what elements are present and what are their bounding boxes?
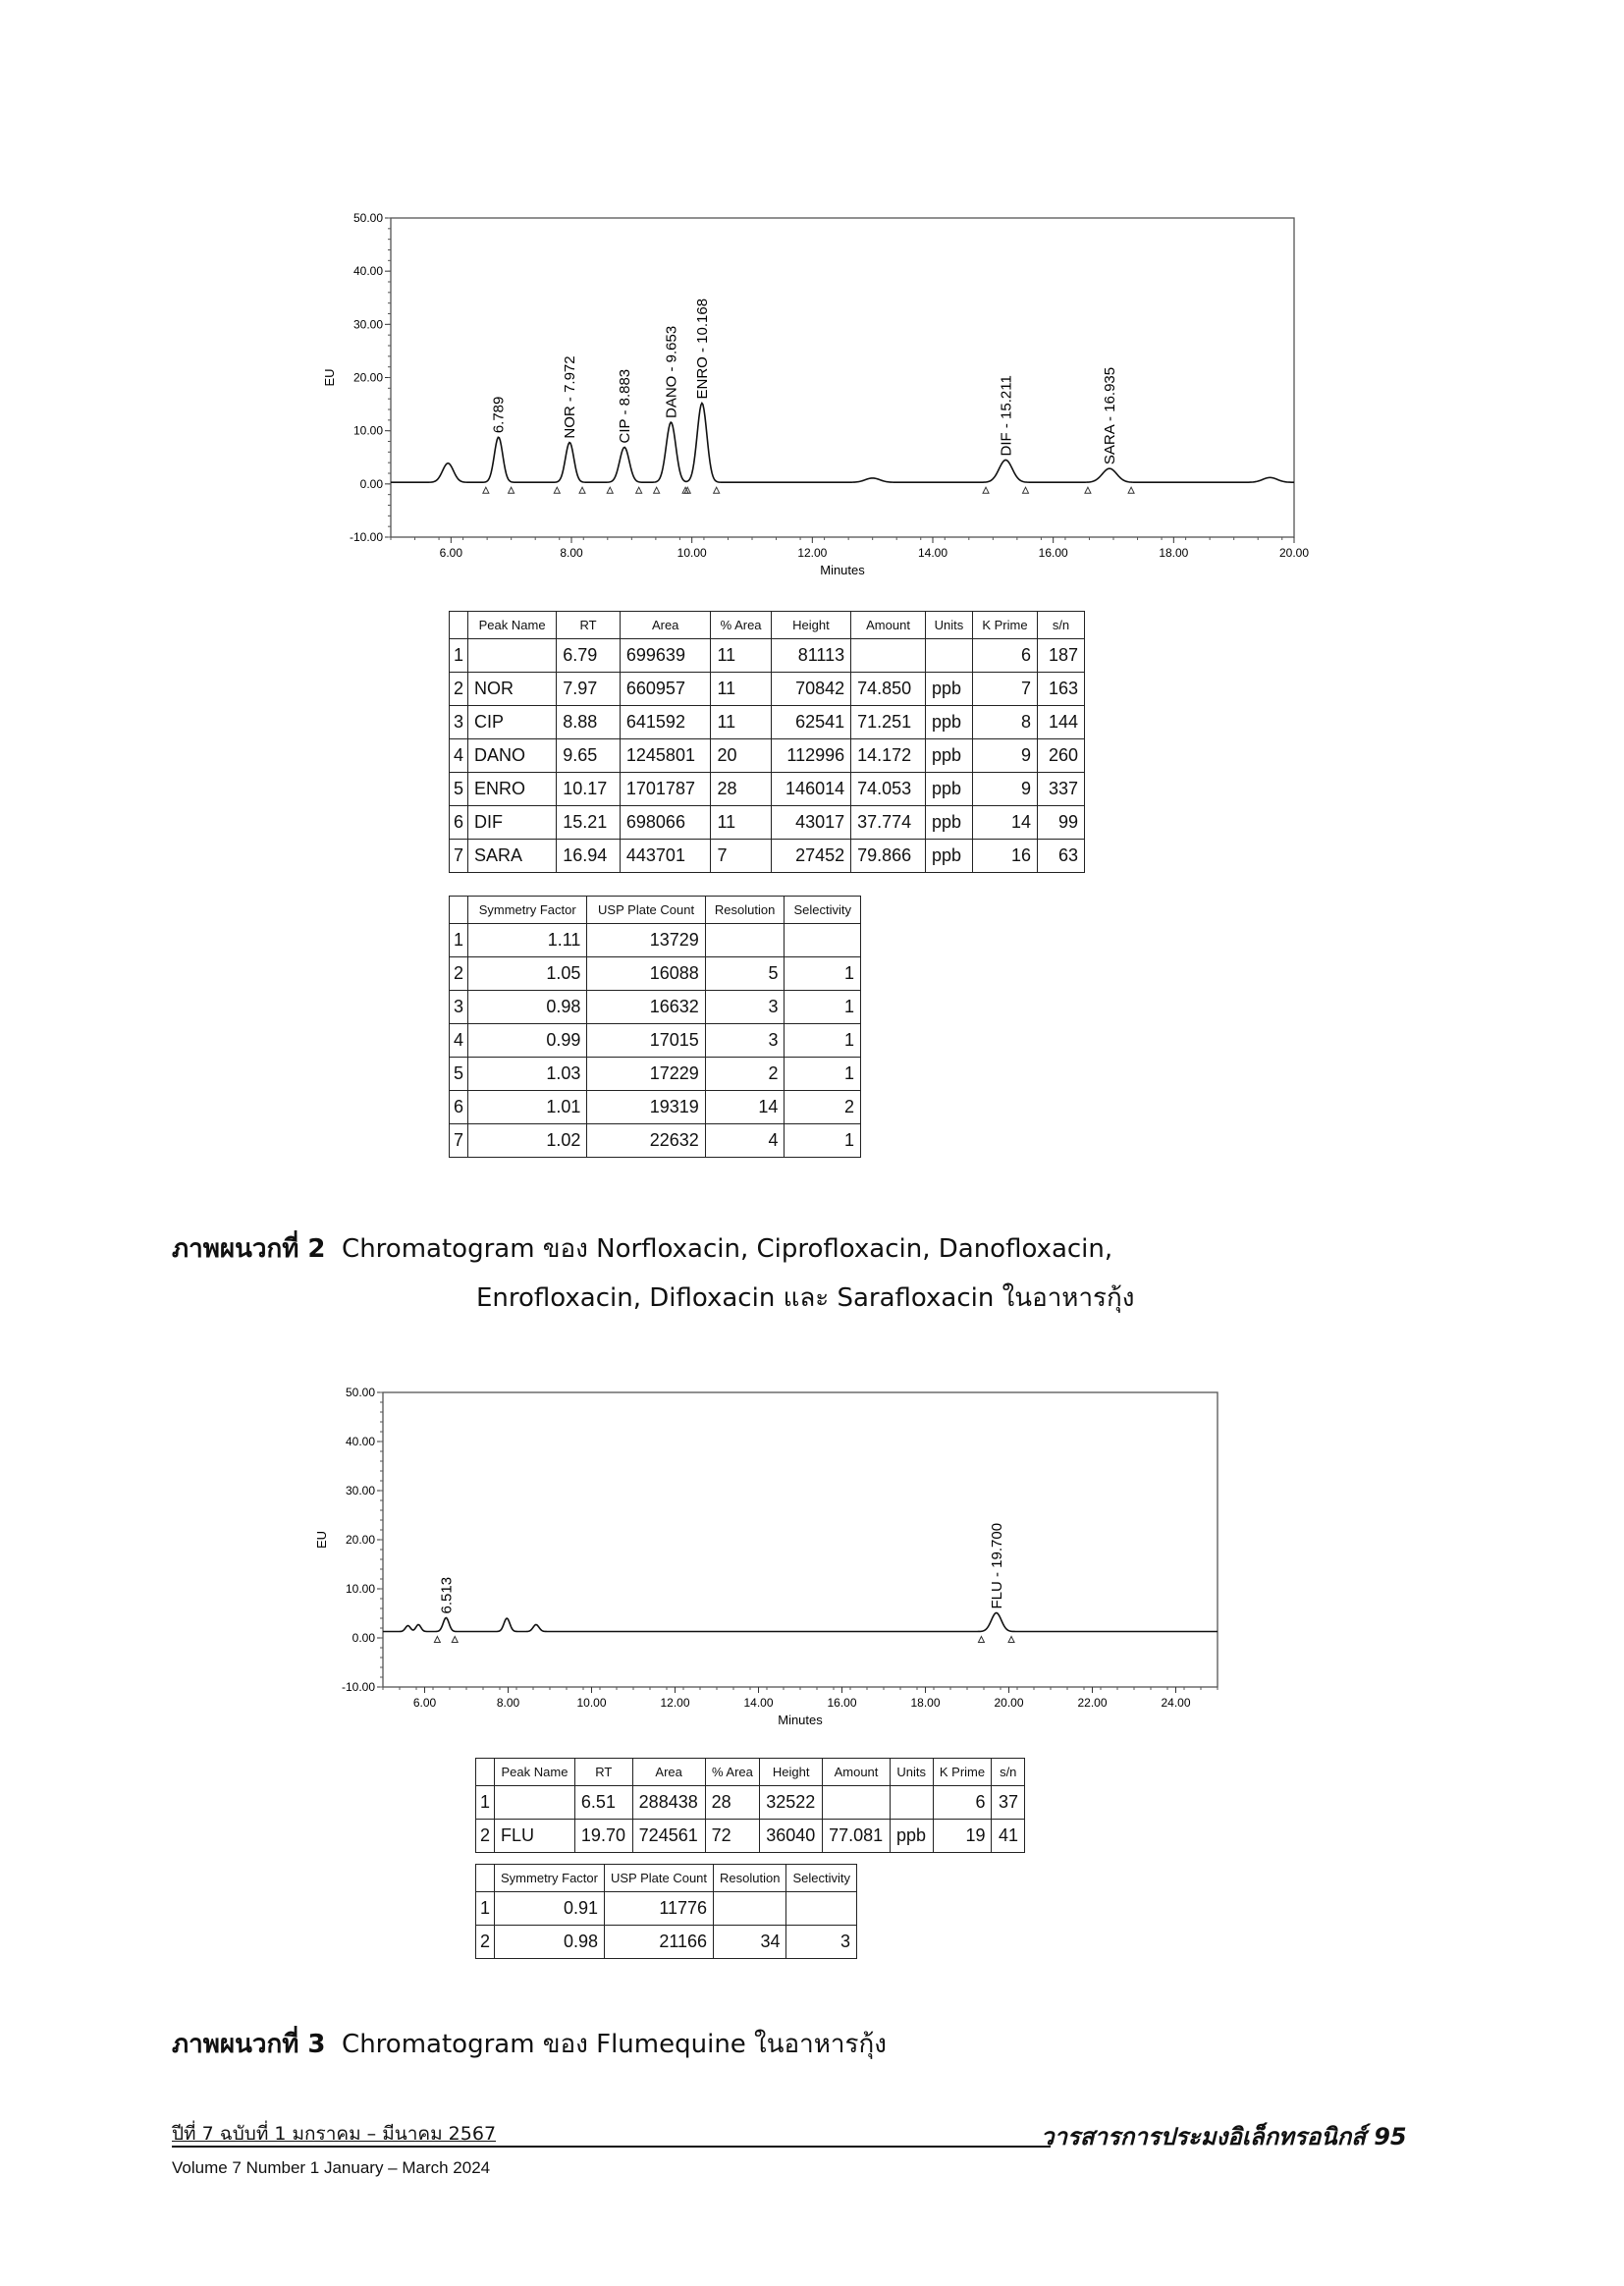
peak-boundary-marker bbox=[509, 487, 514, 493]
peak-boundary-marker bbox=[714, 487, 720, 493]
column-header: K Prime bbox=[933, 1759, 992, 1786]
footer-journal: วารสารการประมงอิเล็กทรอนิกส์ 95 bbox=[1041, 2123, 1407, 2150]
table-cell: 699639 bbox=[620, 639, 711, 673]
peak-boundary-marker bbox=[607, 487, 613, 493]
table-row bbox=[450, 957, 861, 991]
column-header: Units bbox=[925, 612, 972, 639]
column-header: K Prime bbox=[972, 612, 1037, 639]
x-tick-label: 12.00 bbox=[797, 546, 828, 560]
y-tick-label: 40.00 bbox=[345, 1435, 375, 1448]
row-index: 2 bbox=[476, 1926, 495, 1959]
x-tick-label: 16.00 bbox=[827, 1696, 857, 1710]
row-index: 2 bbox=[476, 1820, 495, 1853]
header-index bbox=[476, 1759, 495, 1786]
table-cell: 724561 bbox=[632, 1820, 705, 1853]
table-cell: 16632 bbox=[587, 991, 705, 1024]
x-tick-label: 24.00 bbox=[1161, 1696, 1191, 1710]
peak-boundary-marker bbox=[636, 487, 642, 493]
table-row bbox=[450, 639, 1085, 673]
table-cell: 1 bbox=[785, 1124, 861, 1158]
peak-boundary-marker bbox=[978, 1637, 984, 1643]
table-cell: 144 bbox=[1037, 706, 1084, 739]
table-cell: 0.99 bbox=[468, 1024, 587, 1058]
footer-issue-th bbox=[172, 2119, 496, 2149]
table-cell: 112996 bbox=[771, 739, 850, 773]
table-row bbox=[450, 739, 1085, 773]
table-cell: 7 bbox=[972, 673, 1037, 706]
table-cell: ppb bbox=[925, 773, 972, 806]
table-cell: 99 bbox=[1037, 806, 1084, 840]
peak-boundary-marker bbox=[434, 1637, 440, 1643]
table-cell: 10.17 bbox=[557, 773, 621, 806]
column-header: % Area bbox=[711, 612, 771, 639]
table-cell: 146014 bbox=[771, 773, 850, 806]
row-index: 2 bbox=[450, 957, 468, 991]
column-header: Area bbox=[632, 1759, 705, 1786]
table-cell: 3 bbox=[705, 991, 785, 1024]
table-cell bbox=[705, 924, 785, 957]
table-cell: 11 bbox=[711, 806, 771, 840]
row-index: 7 bbox=[450, 840, 468, 873]
peak-label: CIP - 8.883 bbox=[616, 368, 633, 444]
table-row bbox=[450, 991, 861, 1024]
column-header: Selectivity bbox=[785, 897, 861, 924]
plot-frame bbox=[383, 1392, 1218, 1687]
table-row bbox=[450, 924, 861, 957]
caption-3-label: ภาพผนวกที่ 3 bbox=[172, 2030, 326, 2059]
y-tick-label: 0.00 bbox=[352, 1631, 375, 1645]
table-cell: 37.774 bbox=[851, 806, 926, 840]
row-index: 3 bbox=[450, 706, 468, 739]
peak-boundary-marker bbox=[1085, 487, 1091, 493]
column-header: Selectivity bbox=[786, 1865, 857, 1892]
table-cell: 1 bbox=[785, 957, 861, 991]
table-cell: ppb bbox=[925, 673, 972, 706]
table-cell: 77.081 bbox=[823, 1820, 891, 1853]
table-cell: 1 bbox=[785, 1058, 861, 1091]
table-cell: 1.11 bbox=[468, 924, 587, 957]
peak-table-2 bbox=[475, 1758, 1025, 1853]
y-tick-label: 10.00 bbox=[345, 1582, 375, 1596]
table-row bbox=[450, 806, 1085, 840]
caption-2-line1: Chromatogram ของ Norfloxacin, Ciprofloxacin, Danofloxacin, bbox=[342, 1234, 1113, 1264]
table-cell: NOR bbox=[468, 673, 557, 706]
column-header: USP Plate Count bbox=[604, 1865, 713, 1892]
suitability-table-2 bbox=[475, 1864, 857, 1959]
x-tick-label: 18.00 bbox=[1159, 546, 1189, 560]
column-header: Peak Name bbox=[468, 612, 557, 639]
table-cell: 1 bbox=[785, 1024, 861, 1058]
y-tick-label: -10.00 bbox=[349, 530, 383, 544]
table-cell: 698066 bbox=[620, 806, 711, 840]
table-cell: 9 bbox=[972, 773, 1037, 806]
table-cell: CIP bbox=[468, 706, 557, 739]
table-cell: 20 bbox=[711, 739, 771, 773]
table-row bbox=[450, 706, 1085, 739]
x-axis-label: Minutes bbox=[778, 1713, 823, 1727]
footer-issue-en: Volume 7 Number 1 January – March 2024 bbox=[172, 2158, 491, 2177]
table-cell: 14 bbox=[705, 1091, 785, 1124]
chromatogram-2 bbox=[314, 1383, 1237, 1741]
x-tick-label: 8.00 bbox=[560, 546, 583, 560]
peak-boundary-marker bbox=[1023, 487, 1029, 493]
peak-boundary-marker bbox=[579, 487, 585, 493]
table-cell: 21166 bbox=[604, 1926, 713, 1959]
table-cell: 8 bbox=[972, 706, 1037, 739]
row-index: 4 bbox=[450, 739, 468, 773]
row-index: 1 bbox=[450, 924, 468, 957]
column-header: Resolution bbox=[705, 897, 785, 924]
column-header: s/n bbox=[992, 1759, 1025, 1786]
x-axis-label: Minutes bbox=[820, 563, 865, 577]
row-index: 1 bbox=[476, 1892, 495, 1926]
table-cell: 34 bbox=[714, 1926, 786, 1959]
table-cell: 43017 bbox=[771, 806, 850, 840]
x-tick-label: 8.00 bbox=[496, 1696, 520, 1710]
table-row bbox=[450, 1024, 861, 1058]
row-index: 6 bbox=[450, 1091, 468, 1124]
table-cell: 187 bbox=[1037, 639, 1084, 673]
x-tick-label: 20.00 bbox=[994, 1696, 1024, 1710]
row-index: 4 bbox=[450, 1024, 468, 1058]
table-cell: 9.65 bbox=[557, 739, 621, 773]
x-tick-label: 20.00 bbox=[1278, 546, 1310, 560]
table-cell: DIF bbox=[468, 806, 557, 840]
table-cell: 163 bbox=[1037, 673, 1084, 706]
peak-label: 6.513 bbox=[438, 1576, 456, 1614]
chromatogram-1 bbox=[322, 206, 1310, 589]
peak-label: DANO - 9.653 bbox=[663, 325, 680, 418]
table-row bbox=[450, 1124, 861, 1158]
column-header: RT bbox=[574, 1759, 632, 1786]
table-cell: 14 bbox=[972, 806, 1037, 840]
peak-boundary-marker bbox=[1008, 1637, 1014, 1643]
table-cell: 16.94 bbox=[557, 840, 621, 873]
table-cell: FLU bbox=[495, 1820, 575, 1853]
table-cell bbox=[851, 639, 926, 673]
peak-boundary-marker bbox=[483, 487, 489, 493]
table-cell: 17229 bbox=[587, 1058, 705, 1091]
table-cell: DANO bbox=[468, 739, 557, 773]
header-index bbox=[450, 897, 468, 924]
table-cell: 11 bbox=[711, 639, 771, 673]
table-row bbox=[450, 1091, 861, 1124]
table-cell: 13729 bbox=[587, 924, 705, 957]
y-tick-label: 30.00 bbox=[345, 1484, 375, 1497]
peak-label: 6.789 bbox=[490, 396, 508, 434]
table-cell: 41 bbox=[992, 1820, 1025, 1853]
peak-label: FLU - 19.700 bbox=[988, 1522, 1005, 1609]
table-cell bbox=[495, 1786, 575, 1820]
table-cell: ENRO bbox=[468, 773, 557, 806]
table-cell: 5 bbox=[705, 957, 785, 991]
column-header: Amount bbox=[823, 1759, 891, 1786]
table-cell: 7.97 bbox=[557, 673, 621, 706]
table-cell: 15.21 bbox=[557, 806, 621, 840]
table-cell: 1701787 bbox=[620, 773, 711, 806]
y-tick-label: 40.00 bbox=[352, 264, 383, 279]
row-index: 1 bbox=[476, 1786, 495, 1820]
table-row bbox=[450, 840, 1085, 873]
column-header: Area bbox=[620, 612, 711, 639]
table-cell bbox=[890, 1786, 933, 1820]
column-header: % Area bbox=[705, 1759, 760, 1786]
table-cell: 6.51 bbox=[574, 1786, 632, 1820]
table-cell: 62541 bbox=[771, 706, 850, 739]
y-tick-label: -10.00 bbox=[341, 1680, 375, 1694]
peak-label: DIF - 15.211 bbox=[998, 375, 1015, 457]
table-cell: 74.053 bbox=[851, 773, 926, 806]
table-cell: 288438 bbox=[632, 1786, 705, 1820]
peak-boundary-marker bbox=[1128, 487, 1134, 493]
x-tick-label: 14.00 bbox=[743, 1696, 774, 1710]
table-cell: 19.70 bbox=[574, 1820, 632, 1853]
table-cell: 16088 bbox=[587, 957, 705, 991]
x-tick-label: 14.00 bbox=[917, 546, 948, 560]
table-row bbox=[450, 673, 1085, 706]
plot-frame bbox=[391, 218, 1294, 537]
table-cell: 11776 bbox=[604, 1892, 713, 1926]
table-cell: 4 bbox=[705, 1124, 785, 1158]
row-index: 1 bbox=[450, 639, 468, 673]
suitability-table-1 bbox=[449, 896, 861, 1158]
row-index: 2 bbox=[450, 673, 468, 706]
chromatogram-trace bbox=[391, 404, 1294, 483]
header-index bbox=[476, 1865, 495, 1892]
table-cell: ppb bbox=[925, 806, 972, 840]
x-tick-label: 10.00 bbox=[576, 1696, 607, 1710]
row-index: 6 bbox=[450, 806, 468, 840]
table-cell: 0.98 bbox=[468, 991, 587, 1024]
table-cell: 1.05 bbox=[468, 957, 587, 991]
table-cell: 2 bbox=[785, 1091, 861, 1124]
table-cell: 3 bbox=[786, 1926, 857, 1959]
figure-caption-2-cont bbox=[476, 1275, 1134, 1322]
x-tick-label: 12.00 bbox=[660, 1696, 690, 1710]
table-cell: 19319 bbox=[587, 1091, 705, 1124]
table-row bbox=[476, 1820, 1025, 1853]
table-cell: 1245801 bbox=[620, 739, 711, 773]
table-cell: 81113 bbox=[771, 639, 850, 673]
table-cell: 0.91 bbox=[495, 1892, 605, 1926]
table-cell: ppb bbox=[890, 1820, 933, 1853]
table-cell: 37 bbox=[992, 1786, 1025, 1820]
y-axis-label: EU bbox=[322, 368, 337, 387]
table-cell bbox=[714, 1892, 786, 1926]
table-cell: 443701 bbox=[620, 840, 711, 873]
column-header: Units bbox=[890, 1759, 933, 1786]
table-cell: 19 bbox=[933, 1820, 992, 1853]
table-cell bbox=[786, 1892, 857, 1926]
table-row bbox=[450, 773, 1085, 806]
peak-label: SARA - 16.935 bbox=[1102, 366, 1119, 465]
table-cell: 1.03 bbox=[468, 1058, 587, 1091]
table-cell: 641592 bbox=[620, 706, 711, 739]
column-header: USP Plate Count bbox=[587, 897, 705, 924]
y-tick-label: 50.00 bbox=[345, 1386, 375, 1399]
table-cell: 22632 bbox=[587, 1124, 705, 1158]
chromatogram-1-svg bbox=[322, 206, 1310, 589]
peak-table-1 bbox=[449, 611, 1085, 873]
row-index: 5 bbox=[450, 1058, 468, 1091]
column-header: Resolution bbox=[714, 1865, 786, 1892]
table-cell: 27452 bbox=[771, 840, 850, 873]
table-cell: 1 bbox=[785, 991, 861, 1024]
table-cell bbox=[468, 639, 557, 673]
table-cell: ppb bbox=[925, 840, 972, 873]
y-tick-label: 10.00 bbox=[352, 423, 383, 438]
header-index bbox=[450, 612, 468, 639]
column-header: Symmetry Factor bbox=[468, 897, 587, 924]
chromatogram-trace bbox=[383, 1613, 1218, 1632]
x-tick-label: 18.00 bbox=[910, 1696, 941, 1710]
table-cell: ppb bbox=[925, 706, 972, 739]
table-cell: 63 bbox=[1037, 840, 1084, 873]
table-cell: 7 bbox=[711, 840, 771, 873]
caption-2-line2: Enrofloxacin, Difloxacin และ Sarafloxacin ในอาหารกุ้ง bbox=[476, 1283, 1135, 1313]
chromatogram-2-svg bbox=[314, 1383, 1237, 1741]
x-tick-label: 6.00 bbox=[412, 1696, 437, 1710]
issue-th-text: ปีที่ 7 ฉบับที่ 1 มกราคม – มีนาคม 2567 bbox=[172, 2123, 497, 2145]
table-cell: 28 bbox=[705, 1786, 760, 1820]
table-cell: 660957 bbox=[620, 673, 711, 706]
caption-3-text: Chromatogram ของ Flumequine ในอาหารกุ้ง bbox=[342, 2030, 887, 2059]
table-cell: 14.172 bbox=[851, 739, 926, 773]
table-cell: 1.01 bbox=[468, 1091, 587, 1124]
column-header: Peak Name bbox=[495, 1759, 575, 1786]
table-cell: 9 bbox=[972, 739, 1037, 773]
table-cell: 0.98 bbox=[495, 1926, 605, 1959]
table-cell: 11 bbox=[711, 706, 771, 739]
table-cell bbox=[823, 1786, 891, 1820]
column-header: s/n bbox=[1037, 612, 1084, 639]
x-tick-label: 16.00 bbox=[1038, 546, 1068, 560]
table-row bbox=[476, 1926, 857, 1959]
table-cell: 260 bbox=[1037, 739, 1084, 773]
peak-boundary-marker bbox=[983, 487, 989, 493]
y-tick-label: 20.00 bbox=[352, 370, 383, 385]
table-cell: 74.850 bbox=[851, 673, 926, 706]
table-cell: 337 bbox=[1037, 773, 1084, 806]
row-index: 3 bbox=[450, 991, 468, 1024]
footer-rule bbox=[172, 2146, 1051, 2148]
table-cell: ppb bbox=[925, 739, 972, 773]
table-cell: 16 bbox=[972, 840, 1037, 873]
y-tick-label: 30.00 bbox=[352, 317, 383, 332]
caption-2-label: ภาพผนวกที่ 2 bbox=[172, 1234, 326, 1264]
table-row bbox=[450, 1058, 861, 1091]
peak-label: NOR - 7.972 bbox=[562, 355, 579, 439]
table-cell: 36040 bbox=[760, 1820, 823, 1853]
table-cell: 72 bbox=[705, 1820, 760, 1853]
column-header: Amount bbox=[851, 612, 926, 639]
figure-caption-2 bbox=[172, 1225, 1112, 1273]
table-cell bbox=[925, 639, 972, 673]
peak-boundary-marker bbox=[452, 1637, 458, 1643]
peak-boundary-marker bbox=[654, 487, 660, 493]
x-tick-label: 10.00 bbox=[677, 546, 707, 560]
y-tick-label: 50.00 bbox=[352, 211, 383, 225]
table-cell: 6.79 bbox=[557, 639, 621, 673]
table-cell: 2 bbox=[705, 1058, 785, 1091]
y-tick-label: 0.00 bbox=[359, 476, 383, 491]
y-tick-label: 20.00 bbox=[345, 1533, 375, 1547]
table-cell: 32522 bbox=[760, 1786, 823, 1820]
y-axis-label: EU bbox=[314, 1530, 329, 1550]
table-cell: 1.02 bbox=[468, 1124, 587, 1158]
column-header: Symmetry Factor bbox=[495, 1865, 605, 1892]
table-row bbox=[476, 1892, 857, 1926]
x-tick-label: 22.00 bbox=[1077, 1696, 1108, 1710]
x-tick-label: 6.00 bbox=[439, 546, 463, 560]
table-cell bbox=[785, 924, 861, 957]
table-cell: 6 bbox=[972, 639, 1037, 673]
row-index: 7 bbox=[450, 1124, 468, 1158]
table-cell: 11 bbox=[711, 673, 771, 706]
table-cell: 28 bbox=[711, 773, 771, 806]
table-cell: 17015 bbox=[587, 1024, 705, 1058]
table-cell: 79.866 bbox=[851, 840, 926, 873]
row-index: 5 bbox=[450, 773, 468, 806]
column-header: RT bbox=[557, 612, 621, 639]
table-cell: 71.251 bbox=[851, 706, 926, 739]
table-cell: 8.88 bbox=[557, 706, 621, 739]
table-cell: SARA bbox=[468, 840, 557, 873]
table-row bbox=[476, 1786, 1025, 1820]
figure-caption-3 bbox=[172, 2021, 887, 2068]
table-cell: 70842 bbox=[771, 673, 850, 706]
table-cell: 6 bbox=[933, 1786, 992, 1820]
column-header: Height bbox=[771, 612, 850, 639]
peak-label: ENRO - 10.168 bbox=[693, 298, 711, 400]
peak-boundary-marker bbox=[554, 487, 560, 493]
table-cell: 3 bbox=[705, 1024, 785, 1058]
column-header: Height bbox=[760, 1759, 823, 1786]
